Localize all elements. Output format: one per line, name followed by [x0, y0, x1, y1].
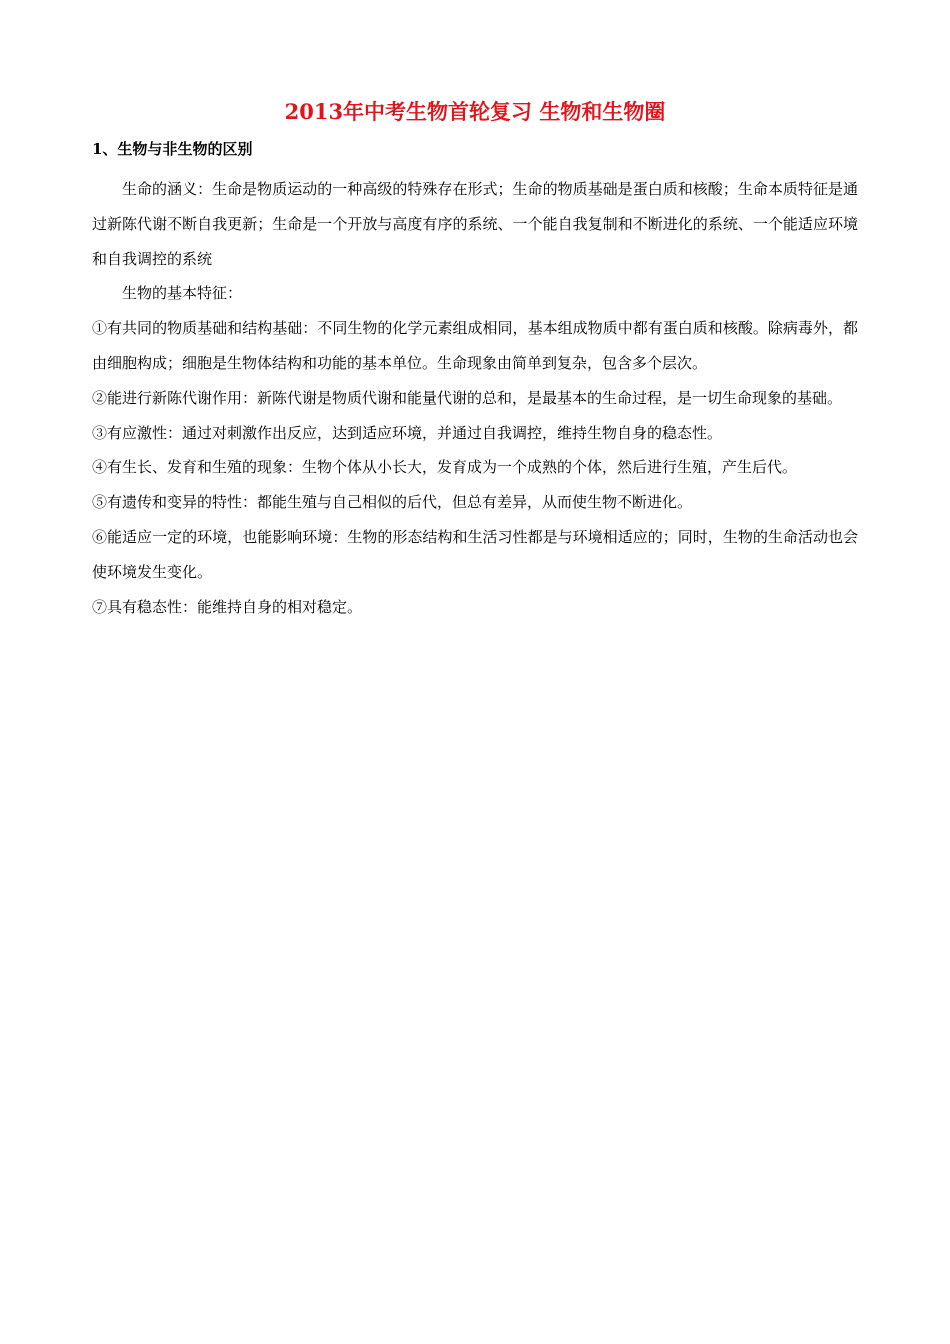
paragraph-life-definition: 生命的涵义：生命是物质运动的一种高级的特殊存在形式；生命的物质基础是蛋白质和核酸；生命本质特征是通过新陈代谢不断自我更新；生命是一个开放与高度有序的系统、一个能自我复制和不断进化的系统、一个能适应环境和自我调控的系统	[92, 180, 858, 268]
feature-item-3: ③有应激性：通过对刺激作出反应，达到适应环境，并通过自我调控，维持生物自身的稳态性。	[92, 423, 723, 442]
feature-item-1: ①有共同的物质基础和结构基础：不同生物的化学元素组成相同，基本组成物质中都有蛋白质和核酸。除病毒外，都由细胞构成；细胞是生物体结构和功能的基本单位。生命现象由简单到复杂，包含多个层次。	[92, 319, 858, 372]
document-title: 2013年中考生物首轮复习 生物和生物圈	[284, 99, 666, 124]
document-body	[92, 172, 858, 624]
feature-item-7: ⑦具有稳态性：能维持自身的相对稳定。	[92, 597, 363, 616]
section-heading: 1、生物与非生物的区别	[92, 140, 253, 158]
feature-item-4: ④有生长、发育和生殖的现象：生物个体从小长大，发育成为一个成熟的个体，然后进行生殖，产生后代。	[92, 458, 798, 477]
feature-item-5: ⑤有遗传和变异的特性：都能生殖与自己相似的后代，但总有差异，从而使生物不断进化。	[92, 493, 693, 512]
paragraph-basic-features-intro: 生物的基本特征：	[122, 284, 243, 303]
feature-item-6: ⑥能适应一定的环境，也能影响环境：生物的形态结构和生活习性都是与环境相适应的；同时，生物的生命活动也会使环境发生变化。	[92, 527, 858, 581]
feature-item-2: ②能进行新陈代谢作用：新陈代谢是物质代谢和能量代谢的总和，是最基本的生命过程，是一切生命现象的基础。	[92, 388, 843, 407]
